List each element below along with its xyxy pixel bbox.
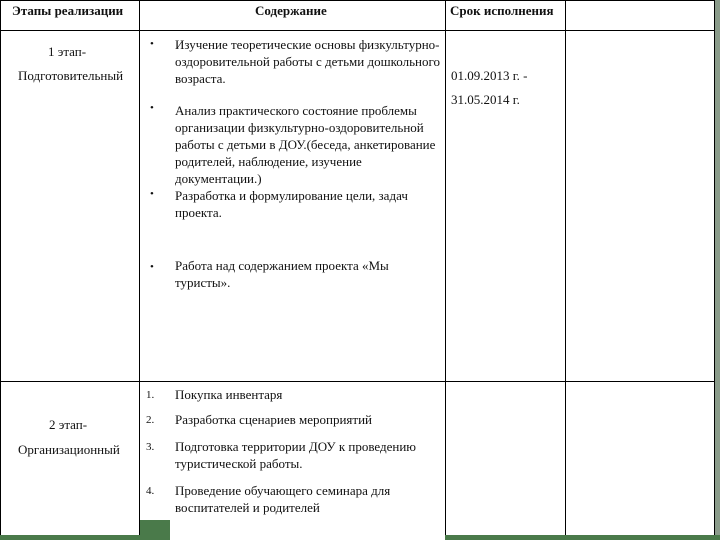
col-line-left bbox=[0, 0, 1, 540]
bottom-right-shadow bbox=[445, 535, 720, 540]
stage2-item-1: Покупка инвентаря bbox=[175, 387, 283, 402]
col-line-3 bbox=[565, 0, 566, 540]
bullet-icon: • bbox=[150, 261, 154, 273]
stage1-bullet-4: Работа над содержанием проекта «Мы туристы». bbox=[175, 258, 389, 290]
stage2-content-shadow bbox=[140, 520, 170, 540]
col-line-2 bbox=[445, 0, 446, 540]
bullet-icon: • bbox=[150, 38, 154, 50]
bullet-icon: • bbox=[150, 188, 154, 200]
list-number: 4. bbox=[146, 485, 155, 497]
header-stages: Этапы реализации bbox=[12, 3, 124, 18]
stage1-number: 1 этап- bbox=[48, 44, 87, 59]
stage2-name: Организационный bbox=[18, 442, 120, 457]
right-edge-shadow bbox=[715, 0, 720, 540]
stage1-bullet-1: Изучение теоретические основы физкультурно-оздоровительной работы с детьми дошкольного возраста. bbox=[175, 37, 440, 86]
stage2-number: 2 этап- bbox=[49, 417, 88, 432]
stage2-item-4: Проведение обучающего семинара для воспитателей и родителей bbox=[175, 483, 391, 515]
stage1-name: Подготовительный bbox=[18, 68, 124, 83]
header-divider bbox=[0, 30, 720, 31]
stage2-item-2: Разработка сценариев мероприятий bbox=[175, 412, 372, 427]
list-number: 2. bbox=[146, 414, 155, 426]
stage2-item-3: Подготовка территории ДОУ к проведению туристической работы. bbox=[175, 439, 417, 471]
stage-divider bbox=[0, 381, 720, 382]
header-content: Содержание bbox=[255, 3, 327, 18]
stage1-deadline-start: 01.09.2013 г. - bbox=[451, 68, 528, 83]
list-number: 1. bbox=[146, 389, 155, 401]
list-number: 3. bbox=[146, 441, 155, 453]
stage1-bullet-2: Анализ практического состояние проблемы организации физкультурно-оздоровительной работы с детьми в ДОУ.(беседа, анкетирование родителей, наблюдение, изучение документации.) bbox=[175, 103, 436, 186]
bottom-left-shadow bbox=[0, 535, 145, 540]
stage1-deadline-end: 31.05.2014 г. bbox=[451, 92, 520, 107]
col-line-1 bbox=[139, 0, 140, 540]
header-deadline: Срок исполнения bbox=[450, 3, 554, 18]
bullet-icon: • bbox=[150, 102, 154, 114]
stage1-bullet-3: Разработка и формулирование цели, задач проекта. bbox=[175, 188, 408, 220]
table-top-border bbox=[0, 0, 720, 1]
